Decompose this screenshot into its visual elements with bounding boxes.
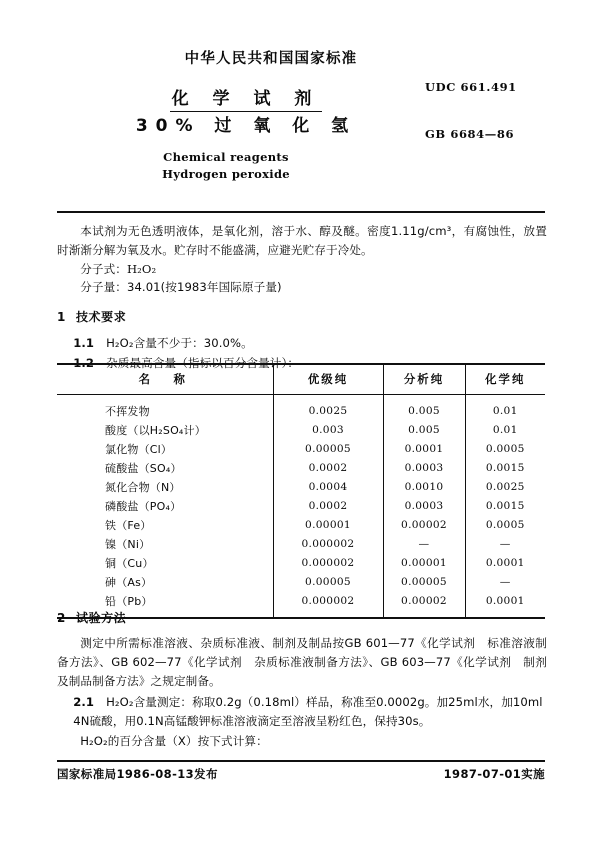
cell-grade-c: — (465, 573, 545, 592)
cell-grade-c: 0.0005 (465, 440, 545, 459)
section-2-heading (57, 609, 547, 628)
cell-grade-a: 0.0004 (273, 478, 383, 497)
cell-grade-b: — (383, 535, 465, 554)
table-head (57, 364, 545, 395)
column-header-name: 名 称 (57, 364, 273, 395)
cell-name: 镍（Ni） (105, 538, 151, 551)
section-2-title: 试验方法 (75, 611, 127, 625)
table-row (57, 478, 545, 497)
cell-grade-c: 0.0005 (465, 516, 545, 535)
cell-grade-b: 0.0010 (383, 478, 465, 497)
cell-grade-a: 0.00005 (273, 440, 383, 459)
cell-grade-b: 0.0003 (383, 497, 465, 516)
section-2-paragraph: 测定中所需标准溶液、杂质标准液、制剂及制品按GB 601—77《化学试剂 标准溶液制备方法》、GB 602—77《化学试剂 杂质标准液制备方法》、GB 603—77《化学试剂 制剂及制品制备方法》之规定制备。 (57, 636, 547, 688)
cell-grade-a: 0.00001 (273, 516, 383, 535)
table-row (57, 395, 545, 421)
cell-grade-c: 0.01 (465, 395, 545, 421)
cell-grade-c: 0.01 (465, 421, 545, 440)
page-title: 化 学 试 剂 (170, 89, 323, 112)
molecular-weight-value: 34.01(按1983年国际原子量) (126, 280, 282, 295)
molecular-formula-line (57, 260, 547, 279)
clause-2-1-number: 2.1 (73, 694, 95, 709)
masthead (57, 52, 545, 202)
effective-date: 1987-07-01实施 (443, 767, 545, 781)
table-body (57, 395, 545, 618)
cell-grade-a: 0.000002 (273, 535, 383, 554)
cell-name: 砷（As） (105, 576, 153, 589)
cell-name: 铅（Pb） (105, 595, 153, 608)
column-header-grade-c: 化学纯 (465, 364, 545, 395)
page-subtitle: 30% 过 氧 化 氢 (135, 115, 357, 136)
cell-name: 铜（Cu） (105, 557, 154, 570)
national-standard-header: 中华人民共和国国家标准 (184, 51, 358, 67)
clause-1-1-text: H₂O₂含量不少于：30.0%。 (106, 335, 253, 350)
clause-1-1-number: 1.1 (73, 335, 95, 350)
table-row (57, 554, 545, 573)
cell-grade-c: 0.0001 (465, 592, 545, 618)
cell-name: 不挥发物 (105, 405, 150, 418)
cell-grade-c: 0.0001 (465, 554, 545, 573)
table-header-row (57, 364, 545, 395)
header-divider (57, 211, 545, 213)
cell-grade-c: 0.0015 (465, 497, 545, 516)
cell-name: 铁（Fe） (105, 519, 152, 532)
cell-grade-a: 0.0002 (273, 497, 383, 516)
impurity-limits-table-wrapper (57, 363, 545, 619)
table-row (57, 535, 545, 554)
cell-grade-c: — (465, 535, 545, 554)
section-2-number: 2 (57, 611, 66, 625)
table-row (57, 440, 545, 459)
section-1-title: 技术要求 (75, 310, 127, 325)
clause-1-1 (57, 334, 547, 353)
impurity-limits-table (57, 363, 545, 617)
cell-name: 硫酸盐（SO₄） (105, 462, 182, 475)
clause-2-1-text: H₂O₂含量测定：称取0.2g（0.18ml）样品，称准至0.0002g。加25ml水，加10ml 4N硫酸，用0.1N高锰酸钾标准溶液滴定至溶液呈粉红色，保持30s。 (73, 694, 543, 728)
molecular-formula-label: 分子式： (80, 261, 127, 276)
intro-paragraph: 本试剂为无色透明液体，是氧化剂，溶于水、醇及醚。密度1.11g/cm³，有腐蚀性，放置时渐渐分解为氧及水。贮存时不能盛满，应避光贮存于冷处。 (57, 224, 547, 257)
english-title-line1: Chemical reagents (163, 149, 289, 164)
cell-grade-a: 0.000002 (273, 592, 383, 618)
molecular-weight-label: 分子量： (80, 280, 127, 295)
cell-name: 氯化物（Cl） (105, 443, 173, 456)
cell-grade-b: 0.0003 (383, 459, 465, 478)
english-title-line2: Hydrogen peroxide (162, 166, 290, 181)
cell-grade-a: 0.00005 (273, 573, 383, 592)
footer (57, 766, 545, 782)
section-1-number: 1 (57, 310, 66, 325)
content-lower (57, 598, 547, 751)
cell-grade-a: 0.0002 (273, 459, 383, 478)
table-row (57, 497, 545, 516)
udc-code: UDC 661.491 (425, 80, 517, 94)
column-header-grade-b: 分析纯 (383, 364, 465, 395)
standard-number: GB 6684—86 (425, 127, 515, 141)
clause-1-2-number: 1.2 (73, 356, 95, 371)
cell-grade-c: 0.0015 (465, 459, 545, 478)
cell-grade-b: 0.005 (383, 421, 465, 440)
issue-date: 国家标准局1986-08-13发布 (57, 767, 218, 781)
table-row (57, 516, 545, 535)
cell-grade-b: 0.005 (383, 395, 465, 421)
cell-grade-b: 0.00002 (383, 592, 465, 618)
english-title (57, 149, 545, 184)
footer-divider (57, 760, 545, 762)
table-row (57, 573, 545, 592)
cell-grade-a: 0.0025 (273, 395, 383, 421)
table-row (57, 459, 545, 478)
clause-1-2-text: 杂质最高含量（指标以百分含量计）： (106, 356, 300, 371)
cell-name: 磷酸盐（PO₄） (105, 500, 182, 513)
cell-name: 氮化合物（N） (105, 481, 181, 494)
cell-grade-a: 0.000002 (273, 554, 383, 573)
cell-grade-b: 0.00001 (383, 554, 465, 573)
cell-grade-b: 0.0001 (383, 440, 465, 459)
content-upper (57, 222, 547, 375)
molecular-weight-line (57, 278, 547, 297)
code-block (425, 80, 545, 141)
column-header-grade-a: 优级纯 (273, 364, 383, 395)
clause-2-1 (57, 693, 547, 731)
cell-grade-a: 0.003 (273, 421, 383, 440)
formula-intro-line: H₂O₂的百分含量（X）按下式计算： (80, 734, 268, 749)
cell-grade-b: 0.00005 (383, 573, 465, 592)
table-row (57, 421, 545, 440)
molecular-formula-value: H₂O₂ (126, 261, 157, 276)
section-1-heading (57, 308, 547, 327)
cell-grade-b: 0.00002 (383, 516, 465, 535)
cell-grade-c: 0.0025 (465, 478, 545, 497)
cell-name: 酸度（以H₂SO₄计） (105, 424, 206, 437)
